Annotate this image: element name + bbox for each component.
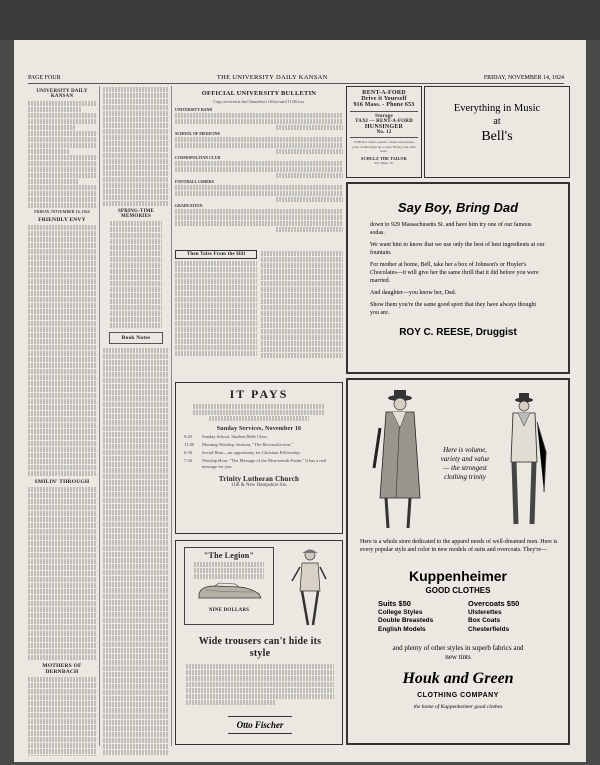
legion-price: NINE DOLLARS (208, 608, 250, 613)
service-text: Worship Hour. "The Message of the Nine-teenth Psalm." It has a real message for you. (202, 458, 327, 469)
kupp-brand: Kuppenheimer (408, 568, 507, 584)
suits-style: Double Breasteds (378, 617, 434, 624)
legion-headline: Wide trousers can't hide its style (198, 636, 322, 659)
hill-heading-box (175, 250, 257, 259)
church-name: Trinity Lutheran Church (218, 475, 300, 483)
bulletin-title: OFFICIAL UNIVERSITY BULLETIN (201, 90, 317, 97)
service-row (184, 434, 334, 440)
church-address: 11th & New Hampshire Sts. (230, 483, 288, 488)
overcoats-list (468, 600, 558, 634)
bulletin-item: FOOTBALL USHERS (175, 179, 215, 184)
bulletin-item: COSMOPOLITAN CLUB (175, 155, 221, 160)
bulletin-subtitle: Copy received at the Chancellor's Office until 11:00 a.m. (213, 99, 305, 104)
storage-label: Storage (375, 114, 393, 119)
service-time: 11:00 (184, 442, 195, 447)
suits-list (378, 600, 458, 634)
bells-line1: Everything in Music (453, 103, 541, 114)
legion-title: "The Legion" (203, 551, 255, 560)
schulz-name: SCHULZ THE TAILOR (361, 155, 407, 161)
bells-store-name: Bell's (481, 129, 513, 144)
bells-music-ad (424, 86, 570, 178)
overcoat-style: Chesterfields (468, 625, 510, 633)
bulletin-item: SCHOOL OF MEDICINE (175, 131, 221, 136)
service-time: 7:30 (184, 458, 193, 463)
page-number: PAGE FOUR (28, 74, 61, 81)
bells-line2: at (493, 116, 501, 127)
reese-headline: Say Boy, Bring Dad (397, 200, 519, 215)
overcoat-style: Ulsterettes (468, 608, 502, 616)
legion-ad (175, 540, 343, 745)
overcoat-style: Box Coats (468, 617, 501, 624)
service-text: Social Hour—an opportunity for Christian Fellowship. (202, 450, 301, 455)
kupp-tagline-line: — the strongest (443, 464, 487, 472)
paper-name: THE UNIVERSITY DAILY KANSAN (216, 74, 328, 81)
bulletin-item: UNIVERSITY BAND (175, 107, 213, 112)
rent-ford-title: RENT-A-FORD (362, 90, 406, 96)
editorial-heading: SMILIN' THROUGH (34, 479, 90, 485)
kupp-tagline (430, 446, 500, 482)
book-notes-heading: Book Notes (121, 335, 151, 341)
editorial-heading: MOTHERS OF DERNBACH (42, 663, 82, 675)
paper-title: UNIVERSITY DAILY KANSAN (36, 89, 88, 99)
kupp-brand-sub: GOOD CLOTHES (425, 586, 491, 595)
legion-inner-box (184, 547, 274, 625)
kupp-tagline-line: variety and value (440, 455, 490, 463)
overcoats-price: Overcoats $50 (468, 599, 520, 608)
man-in-cap-illustration (280, 545, 338, 629)
houk-green-tagline: the home of Kuppenheimer good clothes (413, 704, 503, 710)
service-time: 6:30 (184, 450, 193, 455)
column-features (103, 86, 169, 756)
kupp-tail: and plenty of other styles in superb fabrics and new tints (392, 644, 524, 661)
issue-date: FRIDAY, NOVEMBER 14, 1924 (483, 74, 564, 81)
rent-ford-phone: 916 Mass. - Phone 653 (353, 102, 415, 108)
overcoat-man-illustration (366, 388, 436, 538)
column-rule (171, 86, 172, 746)
houk-green-sub: CLOTHING COMPANY (417, 692, 499, 699)
suits-style: College Styles (378, 608, 423, 616)
services-title: Sunday Services, November 16 (216, 426, 302, 432)
suit-man-illustration (494, 392, 554, 542)
hunsinger-name: HUNSINGER (364, 124, 404, 130)
reese-paragraph: down to 929 Massachusetts St. and have him try one of our famous sodas. (370, 222, 532, 236)
church-ad (175, 382, 343, 534)
service-time: 9:45 (184, 434, 193, 439)
service-text: Sunday School. Student Bible Class. (202, 434, 269, 439)
kuppenheimer-ad (346, 378, 570, 745)
schulz-text: SCHULZ alters, repairs, cleans and presses your clothes right up to now. Bring your suits here. (352, 140, 416, 153)
houk-green-logo: Houk and Green (402, 670, 514, 687)
poem-heading: SPRING-TIME MEMORIES (117, 209, 155, 219)
legion-brand: Otto Fischer (228, 716, 292, 734)
legion-copy (186, 663, 334, 706)
bulletin-item: GRADUATION (175, 203, 203, 208)
taxi-label: TAXI — RENT-A-FORD (355, 119, 413, 124)
suits-price: Suits $50 (378, 599, 411, 608)
column-rule (99, 86, 100, 746)
kupp-tagline-line: Here is volume, (443, 446, 487, 454)
reese-signature: ROY C. REESE, Druggist (399, 327, 517, 338)
suits-style: English Models (378, 625, 426, 633)
reese-copy (348, 221, 568, 317)
kupp-tagline-line: clothing trinity (444, 473, 486, 481)
hill-heading: Then Tales From the Hill (186, 252, 246, 257)
hill-column (175, 250, 343, 370)
kupp-body: Here is a whole store dedicated to the apparel needs of well-dreamed men. Here is every popular style and color in new models of suits and overcoats. They're— (360, 539, 558, 553)
rent-a-ford-ad (346, 86, 422, 178)
reese-drug-ad (346, 182, 570, 374)
reese-paragraph: For mother at home, Bell, take her a box of Johnson's or Huyler's Chocolates—it will give her the same thrill that it did before you were married. (370, 262, 539, 284)
hunsinger-number: No. 12 (376, 130, 392, 135)
schulz-address: 927 Mass. St. (374, 160, 394, 165)
masthead (28, 72, 564, 84)
university-bulletin (175, 86, 343, 246)
reese-paragraph: Show them you're the same good sport that they have always thought you are. (370, 302, 537, 316)
scan-border (0, 0, 600, 40)
rent-ford-tagline: Drive it Yourself (361, 96, 407, 102)
editorial-heading: FRIENDLY ENVY (38, 217, 86, 223)
church-headline: IT PAYS (229, 387, 289, 401)
date-line: FRIDAY, NOVEMBER 14, 1924 (34, 209, 90, 214)
shoe-illustration (195, 580, 265, 602)
reese-paragraph: And daughter—you know her, Dad. (370, 290, 457, 296)
reese-paragraph: We want him to know that we use only the best of best ingredients at our fountain. (370, 242, 545, 256)
services-list (176, 434, 342, 470)
service-row (184, 442, 334, 448)
service-row (184, 450, 334, 456)
service-text: Morning Worship. Sermon, "The Reconcilia-tion." (202, 442, 294, 447)
book-notes-box (109, 332, 163, 344)
column-editorial (28, 86, 96, 756)
service-row (184, 458, 334, 470)
